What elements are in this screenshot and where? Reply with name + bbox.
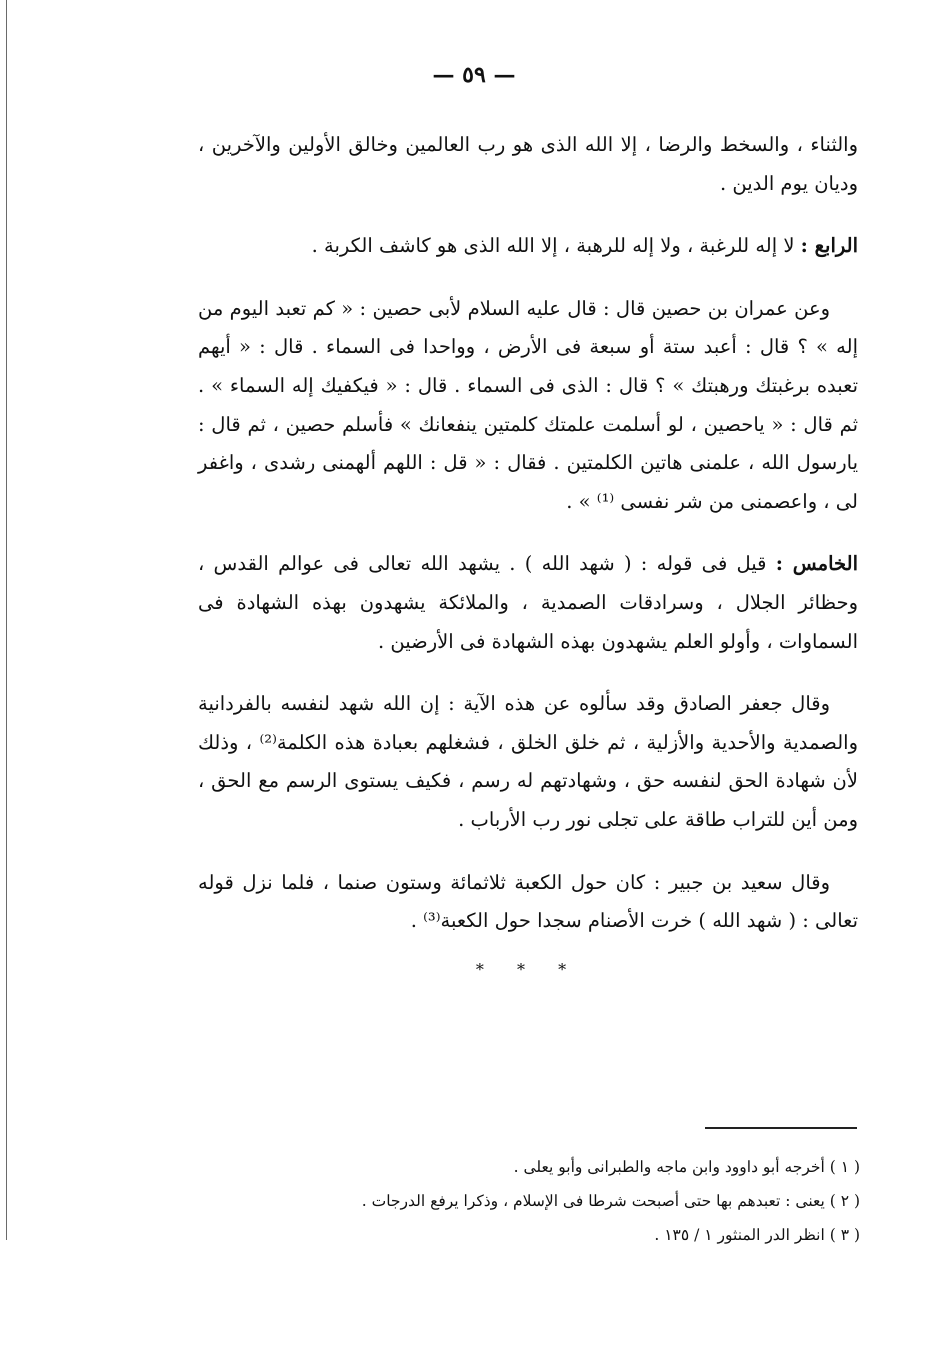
paragraph-3 xyxy=(198,290,858,522)
section-separator: * * * xyxy=(475,959,581,979)
body-text xyxy=(198,126,858,989)
page-number: — ٥٩ — xyxy=(432,62,516,88)
paragraph-lead: الرابع : xyxy=(800,234,858,258)
paragraph-6 xyxy=(198,864,858,941)
footnote-1: ( ١ ) أخرجه أبو داوود وابن ماجه والطبرانى وأبو يعلى . xyxy=(513,1158,860,1176)
paragraph-5 xyxy=(198,685,858,839)
paragraph-text: وقال جعفر الصادق وقد سألوه عن هذه الآية : إن الله شهد لنفسه بالفردانية والصمدية والأحدية والأزلية ، ثم خلق الخلق ، فشغلهم بعبادة هذه الكلمة⁽²⁾ ، وذلك لأن شهادة الحق لنفسه حق ، وشهادتهم له رسم ، فكيف يستوى الرسم مع الحق ، ومن أين للتراب طاقة على تجلى نور رب الأرباب . xyxy=(198,692,858,831)
left-margin-rule xyxy=(6,0,7,1240)
footnote-3: ( ٣ ) انظر الدر المنثور ١ / ١٣٥ . xyxy=(654,1226,860,1244)
paragraph-2 xyxy=(198,227,858,266)
paragraph-text: وقال سعيد بن جبير : كان حول الكعبة ثلاثمائة وستون صنما ، فلما نزل قوله تعالى : ( شهد الله ) خرت الأصنام سجدا حول الكعبة⁽³⁾ . xyxy=(198,870,858,933)
paragraph-text: لا إله للرغبة ، ولا إله للرهبة ، إلا الله الذى هو كاشف الكربة . xyxy=(311,234,801,258)
footnotes xyxy=(240,1150,860,1252)
paragraph-text: والثناء ، والسخط والرضا ، إلا الله الذى هو رب العالمين وخالق الأولين والآخرين ، وديان يوم الدين . xyxy=(198,133,858,195)
footnote-divider xyxy=(705,1127,857,1129)
paragraph-text: قيل فى قوله : ( شهد الله ) . يشهد الله تعالى فى عوالم القدس ، وحظائر الجلال ، وسرادقات الصمدية ، والملائكة يشهدون بهذه الشهادة فى السماوات ، وأولو العلم يشهدون بهذه الشهادة فى الأرضين . xyxy=(198,552,858,653)
paragraph-4 xyxy=(198,545,858,661)
paragraph-1 xyxy=(198,126,858,203)
footnote-2: ( ٢ ) يعنى : تعبدهم بها حتى أصبحت شرطا فى الإسلام ، وذكرا يرفع الدرجات . xyxy=(361,1192,860,1210)
paragraph-text: وعن عمران بن حصين قال : قال عليه السلام لأبى حصين : « كم تعبد اليوم من إله » ؟ قال : أعبد ستة أو سبعة فى الأرض ، وواحدا فى السماء . قال : « أيهم تعبده برغبتك ورهبتك » ؟ قال : الذى فى السماء . قال : « فيكفيك إله السماء » . ثم قال : « ياحصين ، لو أسلمت علمتك كلمتين ينفعانك » فأسلم حصين ، ثم قال : يارسول الله ، علمنى هاتين الكلمتين . فقال : « قل : اللهم ألهمنى رشدى ، واغفر لى ، واعصمنى من شر نفسى ⁽¹⁾ » . xyxy=(198,296,858,513)
paragraph-lead: الخامس : xyxy=(775,552,859,576)
